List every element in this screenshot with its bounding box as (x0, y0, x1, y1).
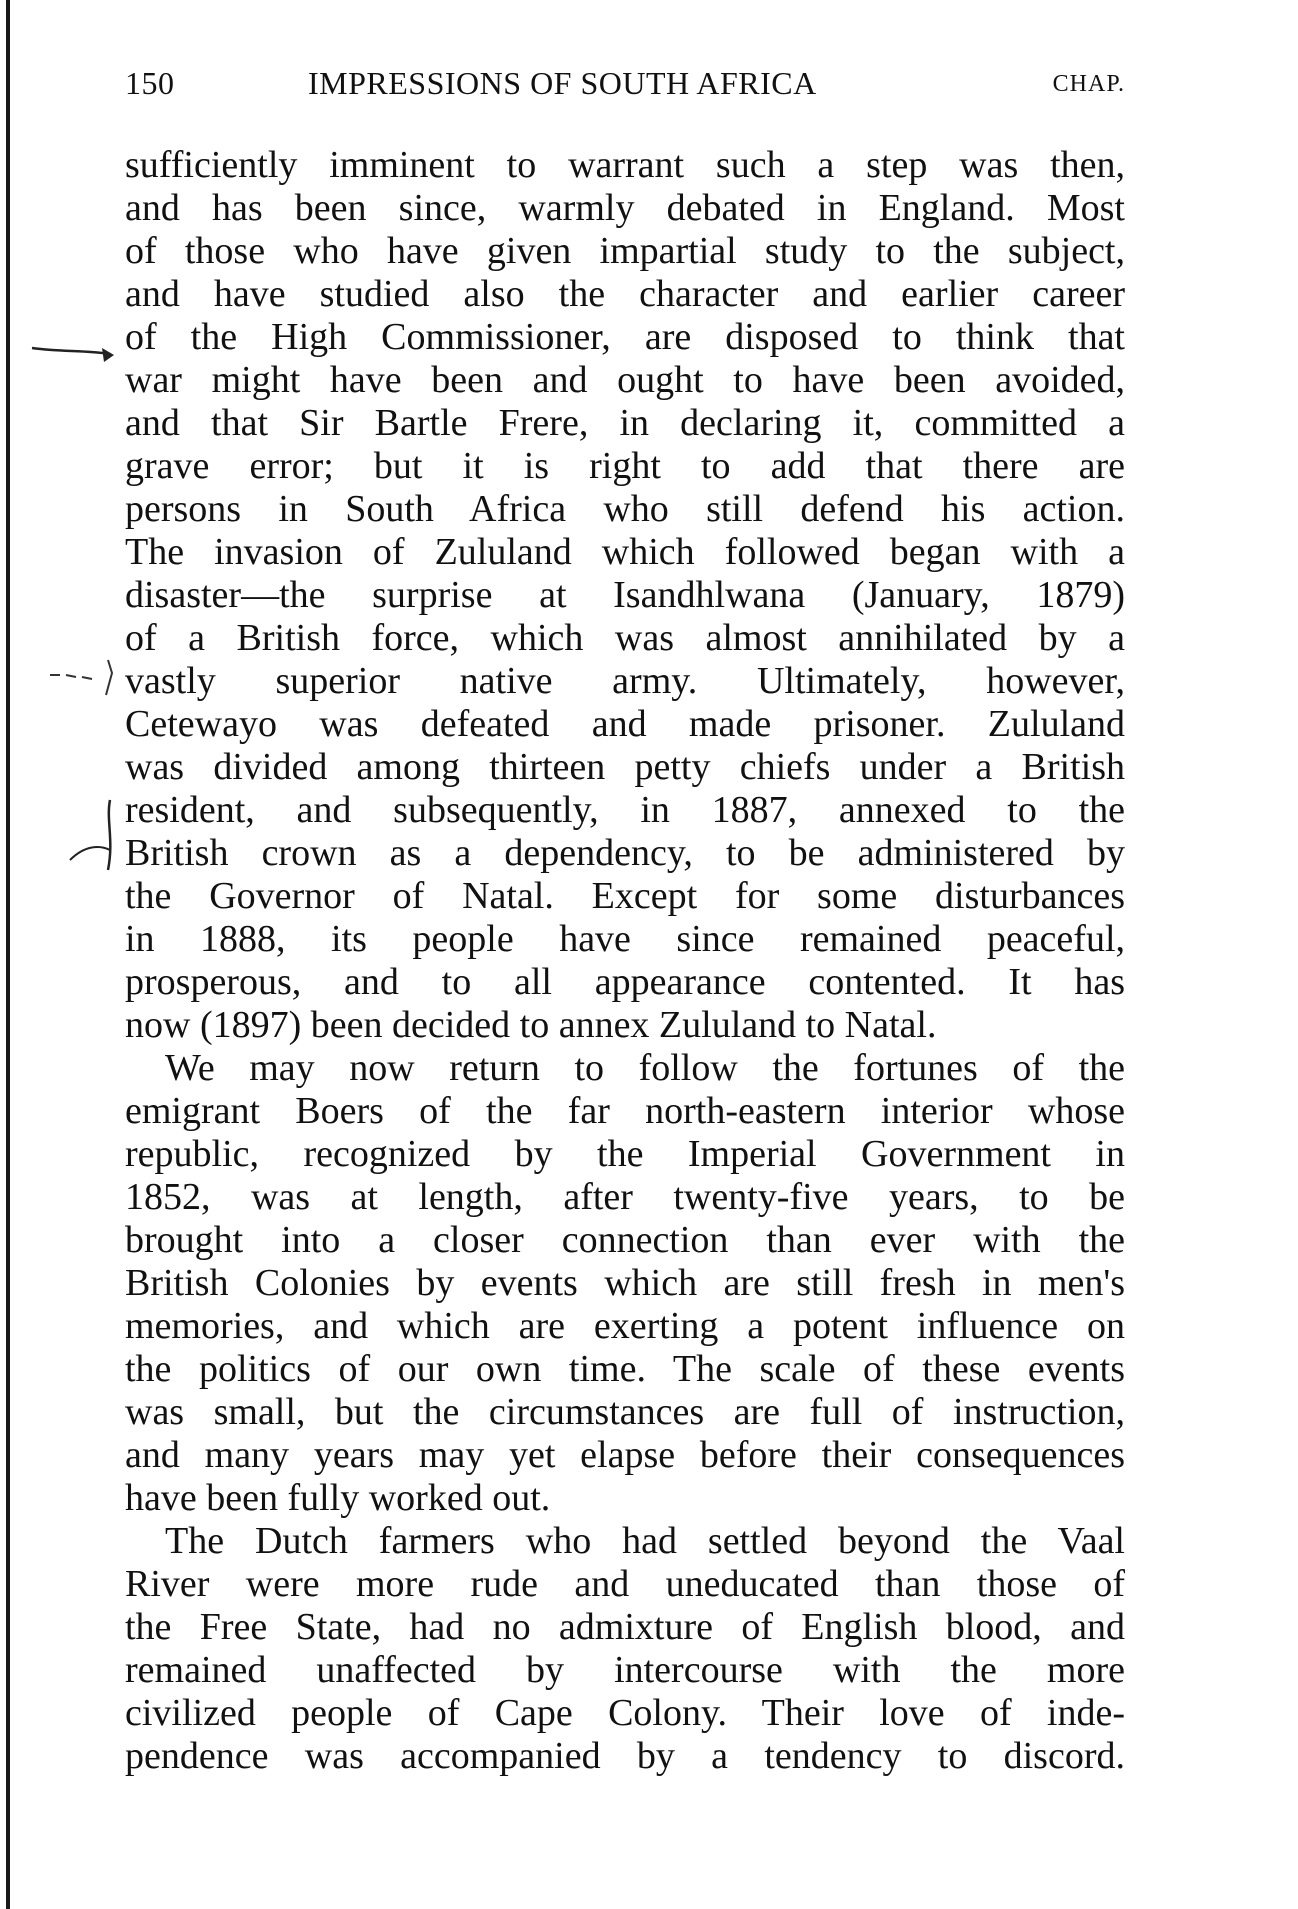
text-line: prosperous, and to all appearance contented. It has (125, 961, 1125, 1003)
text-line: the Governor of Natal. Except for some disturbances (125, 875, 1125, 917)
text-line: emigrant Boers of the far north-eastern interior whose (125, 1090, 1125, 1132)
text-line: British crown as a dependency, to be administered by (125, 832, 1125, 874)
text-line: memories, and which are exerting a potent influence on (125, 1305, 1125, 1347)
text-line: and has been since, warmly debated in England. Most (125, 187, 1125, 229)
page-header (125, 65, 1125, 115)
text-line: the politics of our own time. The scale of these events (125, 1348, 1125, 1390)
text-line: now (1897) been decided to annex Zululand to Natal. (125, 1004, 937, 1046)
text-line: of the High Commissioner, are disposed to think that (125, 316, 1125, 358)
text-line: 1852, was at length, after twenty-five years, to be (125, 1176, 1125, 1218)
text-line: and many years may yet elapse before their consequences (125, 1434, 1125, 1476)
text-line: civilized people of Cape Colony. Their love of inde- (125, 1692, 1125, 1734)
text-line: disaster—the surprise at Isandhlwana (January, 1879) (125, 574, 1125, 616)
text-line: remained unaffected by intercourse with the more (125, 1649, 1125, 1691)
text-line: was divided among thirteen petty chiefs under a British (125, 746, 1125, 788)
text-line: The invasion of Zululand which followed began with a (125, 531, 1125, 573)
text-line: was small, but the circumstances are full of instruction, (125, 1391, 1125, 1433)
text-line: We may now return to follow the fortunes of the (165, 1047, 1125, 1089)
body-text (125, 144, 1125, 1778)
text-line: resident, and subsequently, in 1887, annexed to the (125, 789, 1125, 831)
text-line: Cetewayo was defeated and made prisoner. Zululand (125, 703, 1125, 745)
text-line: vastly superior native army. Ultimately, however, (125, 660, 1125, 702)
margin-pen-mark-dashed-tick (30, 655, 125, 715)
text-line: and have studied also the character and earlier career (125, 273, 1125, 315)
text-line: pendence was accompanied by a tendency to discord. (125, 1735, 1125, 1777)
margin-pen-mark-arrow (30, 330, 125, 390)
text-line: in 1888, its people have since remained peaceful, (125, 918, 1125, 960)
text-line: the Free State, had no admixture of English blood, and (125, 1606, 1125, 1648)
margin-pen-mark-bracket (30, 790, 125, 890)
running-title: IMPRESSIONS OF SOUTH AFRICA (308, 65, 817, 101)
text-line: have been fully worked out. (125, 1477, 551, 1519)
text-line: British Colonies by events which are still fresh in men's (125, 1262, 1125, 1304)
text-line: and that Sir Bartle Frere, in declaring it, committed a (125, 402, 1125, 444)
text-line: The Dutch farmers who had settled beyond the Vaal (165, 1520, 1125, 1562)
text-line: River were more rude and uneducated than those of (125, 1563, 1125, 1605)
text-line: persons in South Africa who still defend his action. (125, 488, 1125, 530)
page-number: 150 (125, 65, 175, 101)
page-edge-line (6, 0, 10, 1909)
text-line: brought into a closer connection than ever with the (125, 1219, 1125, 1261)
text-line: of those who have given impartial study to the subject, (125, 230, 1125, 272)
text-line: grave error; but it is right to add that there are (125, 445, 1125, 487)
text-line: of a British force, which was almost annihilated by a (125, 617, 1125, 659)
text-line: war might have been and ought to have been avoided, (125, 359, 1125, 401)
text-line: republic, recognized by the Imperial Government in (125, 1133, 1125, 1175)
chapter-label: CHAP. (1052, 71, 1125, 97)
text-line: sufficiently imminent to warrant such a step was then, (125, 144, 1125, 186)
